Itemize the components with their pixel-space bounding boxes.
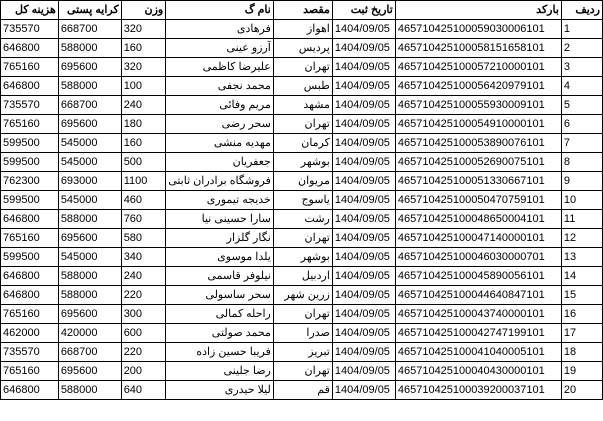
cell-total-cost[interactable]: 735570 [1,96,59,115]
cell-date[interactable]: 1404/09/05 [332,96,395,115]
cell-postal-fare[interactable]: 668700 [58,96,121,115]
cell-destination[interactable]: تهران [273,229,332,248]
cell-row-number[interactable]: 13 [561,248,602,267]
cell-row-number[interactable]: 18 [561,343,602,362]
cell-barcode[interactable]: 465710425100055930009101 [395,96,561,115]
cell-barcode[interactable]: 465710425100045890056101 [395,267,561,286]
cell-date[interactable]: 1404/09/05 [332,191,395,210]
cell-postal-fare[interactable]: 668700 [58,20,121,39]
cell-date[interactable]: 1404/09/05 [332,153,395,172]
table-row [1,39,603,58]
cell-total-cost[interactable]: 646800 [1,267,59,286]
table-row [1,172,603,191]
table-row [1,343,603,362]
cell-barcode[interactable]: 465710425100048650004101 [395,210,561,229]
cell-row-number[interactable]: 14 [561,267,602,286]
table-row [1,153,603,172]
cell-weight[interactable]: 1100 [121,172,166,191]
cell-total-cost[interactable]: 765160 [1,362,59,381]
cell-row-number[interactable]: 8 [561,153,602,172]
cell-date[interactable]: 1404/09/05 [332,77,395,96]
header-date[interactable]: تاریخ ثبت [332,1,395,20]
cell-postal-fare[interactable]: 588000 [58,39,121,58]
cell-weight[interactable]: 220 [121,286,166,305]
cell-date[interactable]: 1404/09/05 [332,229,395,248]
cell-barcode[interactable]: 465710425100052690075101 [395,153,561,172]
cell-total-cost[interactable]: 735570 [1,20,59,39]
cell-weight[interactable]: 240 [121,267,166,286]
cell-postal-fare[interactable]: 588000 [58,267,121,286]
cell-total-cost[interactable]: 646800 [1,286,59,305]
cell-date[interactable]: 1404/09/05 [332,210,395,229]
cell-barcode[interactable]: 465710425100050470759101 [395,191,561,210]
cell-postal-fare[interactable]: 420000 [58,324,121,343]
cell-row-number[interactable]: 15 [561,286,602,305]
cell-row-number[interactable]: 9 [561,172,602,191]
cell-row-number[interactable]: 1 [561,20,602,39]
cell-destination[interactable]: پردیس [273,39,332,58]
cell-weight[interactable]: 320 [121,58,166,77]
cell-name[interactable]: سحر رضی [166,115,274,134]
table-row [1,115,603,134]
cell-weight[interactable]: 340 [121,248,166,267]
cell-barcode[interactable]: 465710425100059030006101 [395,20,561,39]
cell-destination[interactable]: زرین شهر [273,286,332,305]
cell-weight[interactable]: 220 [121,343,166,362]
table-row [1,229,603,248]
header-postal-fare[interactable]: کرایه پستی [58,1,121,20]
header-total-cost[interactable]: هزینه کل [1,1,59,20]
cell-postal-fare[interactable]: 695600 [58,362,121,381]
cell-name[interactable]: راحله کمالی [166,305,274,324]
table-row [1,210,603,229]
cell-barcode[interactable]: 465710425100042747199101 [395,324,561,343]
header-destination[interactable]: مقصد [273,1,332,20]
cell-destination[interactable]: بوشهر [273,248,332,267]
cell-total-cost[interactable]: 462000 [1,324,59,343]
cell-destination[interactable]: رشت [273,210,332,229]
cell-destination[interactable]: اهواز [273,20,332,39]
cell-weight[interactable]: 320 [121,20,166,39]
cell-total-cost[interactable]: 599500 [1,191,59,210]
cell-barcode[interactable]: 465710425100044640847101 [395,286,561,305]
cell-destination[interactable]: کرمان [273,134,332,153]
cell-barcode[interactable]: 465710425100051330667101 [395,172,561,191]
header-row-number[interactable]: ردیف [561,1,602,20]
cell-total-cost[interactable]: 599500 [1,248,59,267]
cell-name[interactable]: مریم وفائی [166,96,274,115]
cell-barcode[interactable]: 465710425100043740000101 [395,305,561,324]
cell-destination[interactable]: تهران [273,115,332,134]
cell-total-cost[interactable]: 646800 [1,210,59,229]
cell-postal-fare[interactable]: 668700 [58,343,121,362]
cell-name[interactable]: علیرضا کاظمی [166,58,274,77]
cell-row-number[interactable]: 11 [561,210,602,229]
cell-postal-fare[interactable]: 588000 [58,210,121,229]
table-row [1,58,603,77]
cell-row-number[interactable]: 10 [561,191,602,210]
cell-weight[interactable]: 640 [121,381,166,400]
cell-destination[interactable]: طبس [273,77,332,96]
cell-name[interactable]: جعفریان [166,153,274,172]
header-barcode[interactable]: بارکد [395,1,561,20]
table-row [1,324,603,343]
cell-weight[interactable]: 600 [121,324,166,343]
cell-name[interactable]: فروشگاه برادران ثابتی [166,172,274,191]
cell-postal-fare[interactable]: 695600 [58,229,121,248]
cell-destination[interactable]: اردبیل [273,267,332,286]
cell-postal-fare[interactable]: 693000 [58,172,121,191]
cell-barcode[interactable]: 465710425100041040005101 [395,343,561,362]
cell-row-number[interactable]: 17 [561,324,602,343]
cell-postal-fare[interactable]: 695600 [58,305,121,324]
cell-weight[interactable]: 100 [121,77,166,96]
cell-destination[interactable]: تهران [273,58,332,77]
cell-row-number[interactable]: 19 [561,362,602,381]
cell-total-cost[interactable]: 599500 [1,153,59,172]
table-row [1,77,603,96]
cell-name[interactable]: خدیجه تیموری [166,191,274,210]
cell-name[interactable]: یلدا موسوی [166,248,274,267]
cell-row-number[interactable]: 20 [561,381,602,400]
cell-postal-fare[interactable]: 588000 [58,381,121,400]
cell-weight[interactable]: 180 [121,115,166,134]
cell-date[interactable]: 1404/09/05 [332,381,395,400]
header-row [1,1,603,20]
cell-destination[interactable]: مریوان [273,172,332,191]
cell-date[interactable]: 1404/09/05 [332,286,395,305]
cell-name[interactable]: سارا حسینی نیا [166,210,274,229]
cell-weight[interactable]: 500 [121,153,166,172]
cell-date[interactable]: 1404/09/05 [332,39,395,58]
cell-destination[interactable]: بوشهر [273,153,332,172]
table-row [1,267,603,286]
cell-total-cost[interactable]: 765160 [1,115,59,134]
cell-row-number[interactable]: 6 [561,115,602,134]
cell-barcode[interactable]: 465710425100046030000701 [395,248,561,267]
cell-barcode[interactable]: 465710425100040430000101 [395,362,561,381]
cell-date[interactable]: 1404/09/05 [332,343,395,362]
cell-name[interactable]: رضا جلینی [166,362,274,381]
cell-row-number[interactable]: 3 [561,58,602,77]
cell-name[interactable]: محمد صولتی [166,324,274,343]
cell-barcode[interactable]: 465710425100039200037101 [395,381,561,400]
cell-barcode[interactable]: 465710425100056420979101 [395,77,561,96]
cell-destination[interactable]: تهران [273,362,332,381]
cell-date[interactable]: 1404/09/05 [332,267,395,286]
cell-date[interactable]: 1404/09/05 [332,172,395,191]
cell-date[interactable]: 1404/09/05 [332,305,395,324]
cell-postal-fare[interactable]: 545000 [58,134,121,153]
cell-barcode[interactable]: 465710425100058151658101 [395,39,561,58]
table-row [1,20,603,39]
cell-date[interactable]: 1404/09/05 [332,58,395,77]
cell-row-number[interactable]: 2 [561,39,602,58]
cell-destination[interactable]: صدرا [273,324,332,343]
cell-row-number[interactable]: 12 [561,229,602,248]
cell-postal-fare[interactable]: 695600 [58,58,121,77]
cell-date[interactable]: 1404/09/05 [332,362,395,381]
table-row [1,286,603,305]
cell-date[interactable]: 1404/09/05 [332,20,395,39]
cell-destination[interactable]: مشهد [273,96,332,115]
cell-row-number[interactable]: 5 [561,96,602,115]
cell-barcode[interactable]: 465710425100057210000101 [395,58,561,77]
cell-weight[interactable]: 760 [121,210,166,229]
table-row [1,134,603,153]
cell-name[interactable]: آرزو عینی [166,39,274,58]
cell-destination[interactable]: یاسوج [273,191,332,210]
cell-name[interactable]: فریبا حسین زاده [166,343,274,362]
cell-total-cost[interactable]: 646800 [1,381,59,400]
table-row [1,305,603,324]
cell-destination[interactable]: تبریز [273,343,332,362]
table-row [1,191,603,210]
cell-postal-fare[interactable]: 588000 [58,77,121,96]
cell-date[interactable]: 1404/09/05 [332,115,395,134]
cell-name[interactable]: نیلوفر قاسمی [166,267,274,286]
cell-name[interactable]: محمد نجفی [166,77,274,96]
cell-destination[interactable]: قم [273,381,332,400]
cell-postal-fare[interactable]: 588000 [58,286,121,305]
cell-postal-fare[interactable]: 545000 [58,191,121,210]
cell-name[interactable]: سحر ساسولی [166,286,274,305]
cell-weight[interactable]: 160 [121,134,166,153]
cell-name[interactable]: فرهادی [166,20,274,39]
table-row [1,381,603,400]
header-weight[interactable]: وزن [121,1,166,20]
cell-postal-fare[interactable]: 545000 [58,248,121,267]
cell-barcode[interactable]: 465710425100047140000101 [395,229,561,248]
table-row [1,362,603,381]
cell-total-cost[interactable]: 765160 [1,229,59,248]
cell-row-number[interactable]: 16 [561,305,602,324]
cell-total-cost[interactable]: 765160 [1,58,59,77]
cell-row-number[interactable]: 7 [561,134,602,153]
cell-weight[interactable]: 300 [121,305,166,324]
cell-date[interactable]: 1404/09/05 [332,324,395,343]
cell-total-cost[interactable]: 646800 [1,39,59,58]
table-row [1,96,603,115]
cell-date[interactable]: 1404/09/05 [332,134,395,153]
cell-name[interactable]: مهدیه منشی [166,134,274,153]
cell-weight[interactable]: 460 [121,191,166,210]
cell-date[interactable]: 1404/09/05 [332,248,395,267]
cell-total-cost[interactable]: 599500 [1,134,59,153]
cell-weight[interactable]: 200 [121,362,166,381]
cell-total-cost[interactable]: 735570 [1,343,59,362]
cell-row-number[interactable]: 4 [561,77,602,96]
cell-total-cost[interactable]: 762300 [1,172,59,191]
header-name[interactable]: نام گ [166,1,274,20]
cell-weight[interactable]: 580 [121,229,166,248]
cell-name[interactable]: لیلا حیدری [166,381,274,400]
cell-postal-fare[interactable]: 695600 [58,115,121,134]
cell-postal-fare[interactable]: 545000 [58,153,121,172]
cell-barcode[interactable]: 465710425100054910000101 [395,115,561,134]
cell-weight[interactable]: 240 [121,96,166,115]
cell-weight[interactable]: 160 [121,39,166,58]
cell-total-cost[interactable]: 765160 [1,305,59,324]
cell-total-cost[interactable]: 646800 [1,77,59,96]
cell-destination[interactable]: تهران [273,305,332,324]
cell-barcode[interactable]: 465710425100053890076101 [395,134,561,153]
cell-name[interactable]: نگار گلزار [166,229,274,248]
table-row [1,248,603,267]
